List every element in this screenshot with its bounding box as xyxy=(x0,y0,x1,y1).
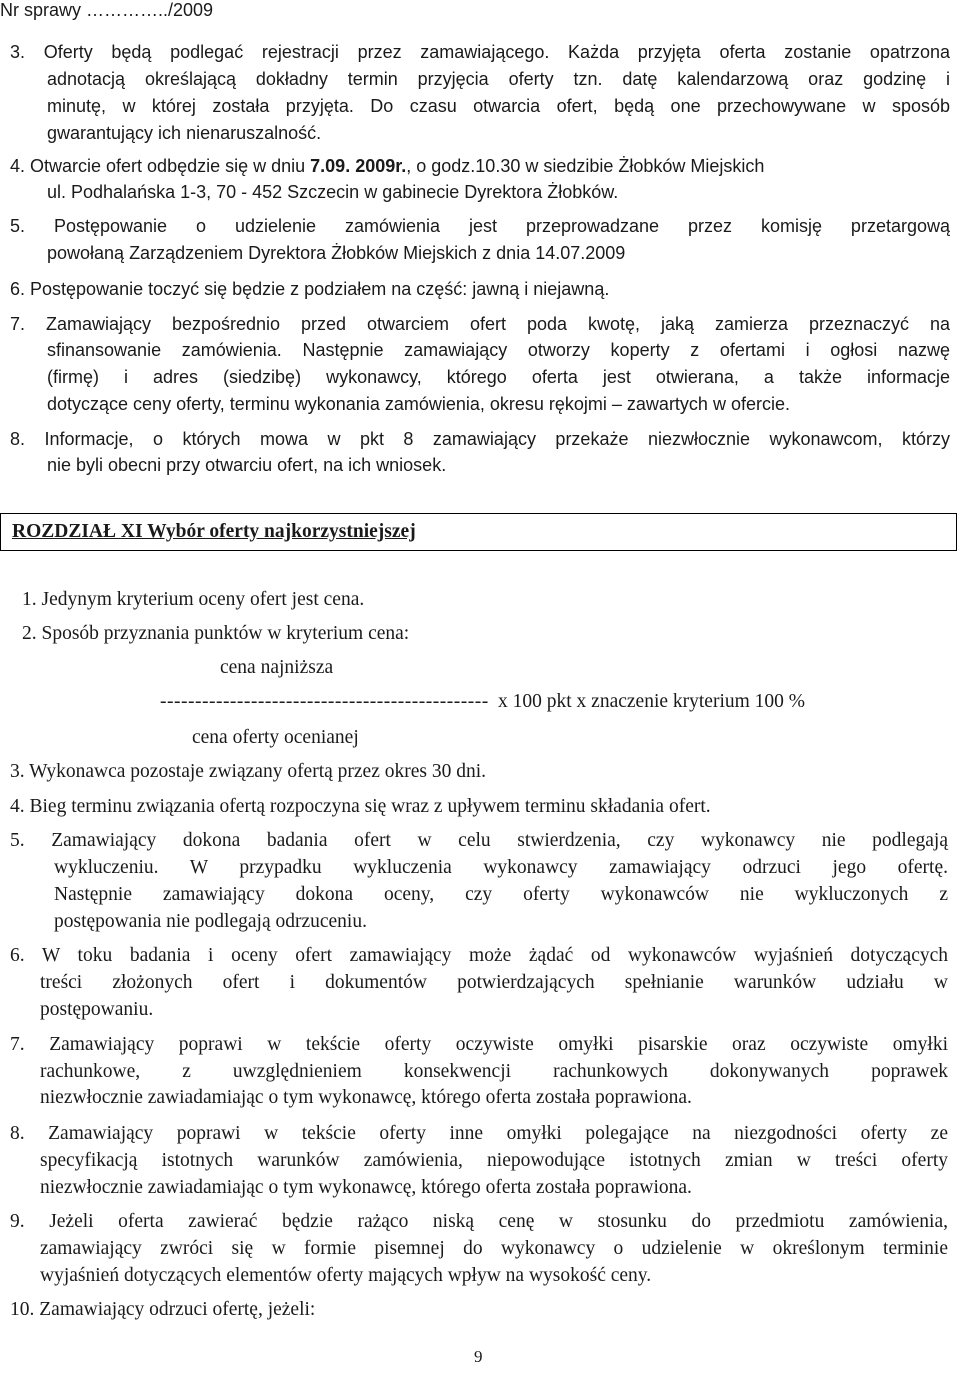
para-7-line-4: dotyczące ceny oferty, terminu wykonania zamówienia, okresu rękojmi – zawartych w ofercie. xyxy=(47,394,790,414)
para-8-line-2: nie byli obecni przy otwarciu ofert, na ich wniosek. xyxy=(47,455,447,475)
para-7-line-3: (firmę) i adres (siedzibę) wykonawcy, którego oferta jest otwierana, a także informacje xyxy=(47,367,950,387)
formula-multiplier: x 100 pkt x znaczenie kryterium 100 % xyxy=(498,691,806,712)
item-10: 10. Zamawiający odrzuci ofertę, jeżeli: xyxy=(10,1299,316,1320)
para-4-text-post: , o godz.10.30 w siedzibie Żłobków Miejskich xyxy=(406,156,765,176)
formula-fraction-bar: ----------------------------------------------- xyxy=(160,691,489,712)
page-number: 9 xyxy=(474,1347,483,1366)
chapter-heading: ROZDZIAŁ XI Wybór oferty najkorzystniejszej xyxy=(12,521,416,542)
item-8-line-3: niezwłocznie zawiadamiając o tym wykonawcę, którego oferta została poprawiona. xyxy=(40,1177,692,1198)
para-5-line-1: 5. Postępowanie o udzielenie zamówienia jest przeprowadzane przez komisję przetargową xyxy=(10,216,950,236)
item-3: 3. Wykonawca pozostaje związany ofertą przez okres 30 dni. xyxy=(10,761,487,782)
item-5-line-4: postępowania nie podlegają odrzuceniu. xyxy=(54,911,367,932)
item-9-line-1: 9. Jeżeli oferta zawierać będzie rażąco niską cenę w stosunku do przedmiotu zamówienia, xyxy=(10,1211,948,1232)
formula-denominator: cena oferty ocenianej xyxy=(192,727,359,748)
item-1: 1. Jedynym kryterium oceny ofert jest cena. xyxy=(22,589,365,610)
item-5-line-1: 5. Zamawiający dokona badania ofert w celu stwierdzenia, czy wykonawcy nie podlegają xyxy=(10,830,948,851)
item-9-line-2: zamawiający zwróci się w formie pisemnej do wykonawcy o udzielenie w określonym terminie xyxy=(40,1238,948,1259)
item-6-line-3: postępowaniu. xyxy=(40,999,154,1020)
para-7-line-1: 7. Zamawiający bezpośrednio przed otwarciem ofert poda kwotę, jaką zamierza przeznaczyć na xyxy=(10,314,950,334)
item-8-line-1: 8. Zamawiający poprawi w tekście oferty inne omyłki polegające na niezgodności oferty ze xyxy=(10,1123,948,1144)
item-4: 4. Bieg terminu związania ofertą rozpoczyna się wraz z upływem terminu składania ofert. xyxy=(10,796,711,817)
opening-date: 7.09. 2009r. xyxy=(310,156,407,176)
item-9-line-3: wyjaśnień dotyczących elementów oferty mających wpływ na wysokość ceny. xyxy=(40,1265,652,1286)
para-4-text-pre: 4. Otwarcie ofert odbędzie się w dniu xyxy=(10,156,311,176)
para-6-line-1: 6. Postępowanie toczyć się będzie z podziałem na część: jawną i niejawną. xyxy=(10,279,610,299)
para-3-line-1: 3. Oferty będą podlegać rejestracji przez zamawiającego. Każda przyjęta oferta zostanie opatrzona xyxy=(10,42,950,62)
item-7-line-3: niezwłocznie zawiadamiając o tym wykonawcę, którego oferta została poprawiona. xyxy=(40,1087,692,1108)
item-6-line-1: 6. W toku badania i oceny ofert zamawiający może żądać od wykonawców wyjaśnień dotyczących xyxy=(10,945,948,966)
item-2: 2. Sposób przyznania punktów w kryterium cena: xyxy=(22,623,410,644)
item-7-line-2: rachunkowe, z uwzględnieniem konsekwencji rachunkowych dokonywanych poprawek xyxy=(40,1061,948,1082)
item-8-line-2: specyfikacją istotnych warunków zamówienia, niepowodujące istotnych zmian w treści oferty xyxy=(40,1150,948,1171)
para-3-line-3: minutę, w której została przyjęta. Do czasu otwarcia ofert, będą one przechowywane w sposób xyxy=(47,96,950,116)
formula-numerator: cena najniższa xyxy=(220,657,334,678)
para-5-line-2: powołaną Zarządzeniem Dyrektora Żłobków Miejskich z dnia 14.07.2009 xyxy=(47,243,626,263)
para-4-line-2: ul. Podhalańska 1-3, 70 - 452 Szczecin w gabinecie Dyrektora Żłobków. xyxy=(47,182,619,202)
item-7-line-1: 7. Zamawiający poprawi w tekście oferty oczywiste omyłki pisarskie oraz oczywiste omyłki xyxy=(10,1034,948,1055)
para-4-line-1 xyxy=(10,154,950,178)
item-5-line-3: Następnie zamawiający dokona oceny, czy oferty wykonawców nie wykluczonych z xyxy=(54,884,948,905)
case-number: Nr sprawy …………../2009 xyxy=(0,0,214,20)
item-6-line-2: treści złożonych ofert i dokumentów potwierdzających spełnianie warunków udziału w xyxy=(40,972,948,993)
para-3-line-4: gwarantujący ich nienaruszalność. xyxy=(47,123,322,143)
para-8-line-1: 8. Informacje, o których mowa w pkt 8 zamawiający przekaże niezwłocznie wykonawcom, którzy xyxy=(10,429,950,449)
para-3-line-2: adnotacją określającą dokładny termin przyjęcia oferty tzn. datę kalendarzową oraz godzinę i xyxy=(47,69,950,89)
para-7-line-2: sfinansowanie zamówienia. Następnie zamawiający otworzy koperty z ofertami i ogłosi nazwę xyxy=(47,340,950,360)
item-5-line-2: wykluczeniu. W przypadku wykluczenia wykonawcy zamawiający odrzuci jego ofertę. xyxy=(54,857,948,878)
